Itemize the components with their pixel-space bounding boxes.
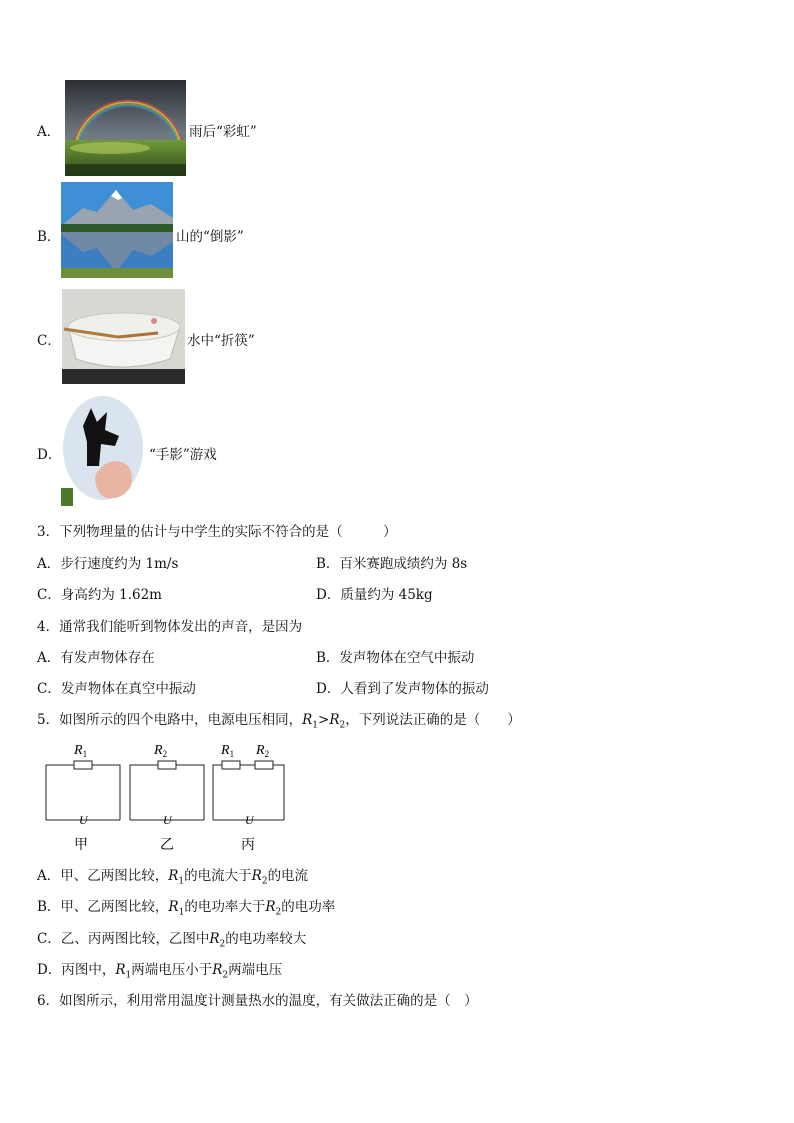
circuit-diagrams: [36, 736, 296, 856]
circuit-bing-r1-label: $R_1$: [221, 743, 235, 759]
q4-option-b: B．发声物体在空气中振动: [316, 650, 475, 666]
circuit-yi: [130, 743, 204, 853]
q5-stem: 5．如图所示的四个电路中，电源电压相同，$R_1>R_2$，下列说法正确的是（ ）: [37, 712, 521, 731]
circuit-yi-caption: 乙: [160, 837, 174, 853]
q3-option-a: A．步行速度约为 1m/s: [37, 556, 179, 572]
option-d-letter: D．: [37, 447, 62, 463]
option-d-caption: “手影”游戏: [149, 447, 217, 463]
q5-option-a: A．甲、乙两图比较，$R_1$的电流大于$R_2$的电流: [37, 868, 309, 887]
option-c-letter: C．: [37, 333, 61, 349]
circuit-jia: [46, 743, 120, 853]
q4-stem: 4．通常我们能听到物体发出的声音，是因为: [37, 619, 303, 635]
q3-option-b: B．百米赛跑成绩约为 8s: [316, 556, 468, 572]
option-a-letter: A．: [37, 124, 61, 140]
circuit-bing-u-label: U: [245, 813, 254, 827]
q4-option-c: C．发声物体在真空中振动: [37, 681, 196, 697]
q3-option-c: C．身高约为 1.62m: [37, 587, 162, 603]
q3-stem: 3．下列物理量的估计与中学生的实际不符合的是（ ）: [37, 524, 397, 540]
circuit-bing-r2-label: $R_2$: [256, 743, 270, 759]
circuit-yi-r2-label: $R_2$: [154, 743, 168, 759]
mountain-reflection-image: [61, 182, 173, 278]
q3-option-d: D．质量约为 45kg: [316, 587, 433, 603]
rainbow-image: [65, 80, 186, 176]
circuit-jia-caption: 甲: [74, 837, 88, 853]
option-b-letter: B．: [37, 229, 61, 245]
option-a-caption: 雨后“彩虹”: [189, 124, 257, 140]
q5-option-c: C．乙、丙两图比较，乙图中$R_2$的电功率较大: [37, 931, 307, 950]
hand-shadow-image: [61, 396, 144, 506]
q4-option-a: A．有发声物体存在: [37, 650, 155, 666]
q5-option-b: B．甲、乙两图比较，$R_1$的电功率大于$R_2$的电功率: [37, 899, 336, 918]
circuit-jia-r1-label: $R_1$: [74, 743, 88, 759]
option-b-caption: 山的“倒影”: [176, 229, 244, 245]
q5-option-d: D．丙图中，$R_1$两端电压小于$R_2$两端电压: [37, 962, 283, 981]
q6-stem: 6．如图所示，利用常用温度计测量热水的温度，有关做法正确的是（ ）: [37, 993, 478, 1009]
circuit-bing-caption: 丙: [241, 837, 255, 853]
circuit-jia-u-label: U: [79, 813, 88, 827]
bent-chopsticks-bowl-image: [62, 289, 185, 384]
circuit-bing: [213, 743, 284, 853]
circuit-yi-u-label: U: [163, 813, 172, 827]
option-c-caption: 水中“折筷”: [187, 333, 255, 349]
q4-option-d: D．人看到了发声物体的振动: [316, 681, 489, 697]
